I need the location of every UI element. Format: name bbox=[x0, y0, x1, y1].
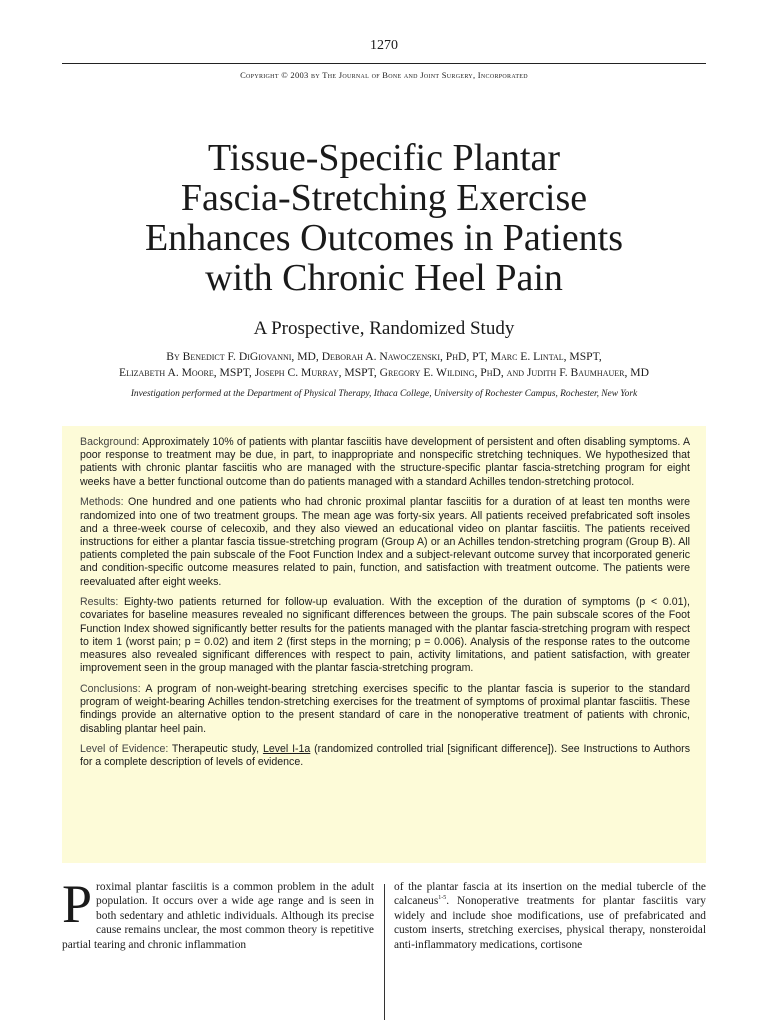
article-subtitle: A Prospective, Randomized Study bbox=[253, 318, 515, 339]
abstract-background bbox=[80, 436, 690, 489]
body-paragraph: roximal plantar fasciitis is a common problem in the adult population. It occurs over a wide age range and is seen in both sedentary and athletic individuals. Although its precise cause remains unclear, the most common theory is repetitive partial tearing and chronic inflammation bbox=[62, 881, 374, 951]
page-number: 1270 bbox=[370, 38, 398, 53]
body-paragraph: of the plantar fascia at its insertion on the medial tubercle of the calcaneus bbox=[394, 881, 706, 908]
header-rule bbox=[62, 63, 706, 64]
citation-superscript: 1-5 bbox=[438, 895, 447, 902]
section-label: Background: bbox=[80, 436, 140, 448]
copyright-line: Copyright © 2003 by The Journal of Bone and Joint Surgery, Incorporated bbox=[240, 70, 528, 80]
section-text: (randomized controlled trial [significant difference]). See Instructions to Authors for a complete description of levels of evidence. bbox=[80, 743, 690, 769]
body-paragraph: . Nonoperative treatments for plantar fasciitis vary widely and include shoe modifications, use of prefabricated and custom inserts, stretching exercises, physical therapy, nonsteroidal anti-inflammatory medications, cortisone bbox=[394, 895, 706, 951]
section-text: A program of non-weight-bearing stretching exercises specific to the plantar fascia is superior to the standard program of weight-bearing Achilles tendon-stretching exercises for the treatment of symptoms of proximal plantar fasciitis. These findings provide an alternative option to the present standard of care in the nonoperative treatment of patients with chronic, disabling plantar heel pain. bbox=[80, 682, 691, 735]
article-title bbox=[60, 138, 708, 298]
body-column-left bbox=[62, 874, 374, 952]
drop-cap: P bbox=[62, 874, 93, 934]
body-column-right bbox=[394, 880, 706, 952]
abstract-conclusions bbox=[80, 683, 690, 736]
title-line: Enhances Outcomes in Patients bbox=[144, 217, 624, 259]
section-label: Methods: bbox=[80, 496, 124, 509]
abstract-methods bbox=[80, 496, 690, 588]
section-text: One hundred and one patients who had chronic proximal plantar fasciitis for a duration of at least ten months were randomized into one of two treatment groups. The mean age was forty-six years. All patients received prefabricated soft insoles and a three-week course of celecoxib, and they also viewed an educational video on plantar fasciitis. The patients received instructions for either a plantar fascia tissue-stretching program (Group A) or an Achilles tendon-stretching program (Group B). All patients completed the pain subscale of the Foot Function Index and a subject-relevant outcome survey that incorporated generic and condition-specific outcome measures related to pain, function, and satisfaction with treatment outcome. The patients were reevaluated after eight weeks. bbox=[80, 496, 690, 588]
title-line: Fascia-Stretching Exercise bbox=[180, 177, 588, 219]
affiliation: Investigation performed at the Department of Physical Therapy, Ithaca College, University of Rochester Campus, Rochester, New York bbox=[130, 389, 638, 399]
authors-line: Elizabeth A. Moore, MSPT, Joseph C. Murray, MSPT, Gregory E. Wilding, PhD, and Judith F. Baumhauer, MD bbox=[119, 366, 649, 379]
section-text: Therapeutic study, bbox=[171, 743, 263, 756]
title-line: Tissue-Specific Plantar bbox=[207, 137, 561, 179]
abstract-box bbox=[62, 426, 706, 863]
authors-line: By Benedict F. DiGiovanni, MD, Deborah A. Nawoczenski, PhD, PT, Marc E. Lintal, MSPT, bbox=[166, 350, 602, 363]
section-label: Results: bbox=[80, 596, 119, 609]
author-list bbox=[60, 349, 708, 381]
title-line: with Chronic Heel Pain bbox=[205, 257, 563, 299]
level-of-evidence-link[interactable]: Level I-1a bbox=[262, 743, 311, 756]
abstract-level-of-evidence bbox=[80, 743, 690, 769]
section-label: Level of Evidence: bbox=[80, 743, 169, 756]
section-text: Eighty-two patients returned for follow-up evaluation. With the exception of the duration of symptoms (p < 0.01), covariates for baseline measures revealed no significant differences between the groups. The pain subscale scores of the Foot Function Index showed significantly better results for the patients managed with the plantar fascia-stretching program with respect to item 1 (worst pain; p = 0.02) and item 2 (first steps in the morning; p = 0.006). Analysis of the response rates to the outcome measures also revealed significant differences with respect to pain, activity limitations, and patient satisfaction, with greater improvement seen in the group managed with the plantar fascia-stretching program. bbox=[80, 596, 690, 675]
body-text bbox=[62, 874, 706, 1020]
abstract-results bbox=[80, 596, 690, 675]
section-label: Conclusions: bbox=[80, 682, 141, 695]
section-text: Approximately 10% of patients with plantar fasciitis have development of persistent and often disabling symptoms. A poor response to treatment may be due, in part, to inappropriate and nonspecific stretching techniques. We hypothesized that patients with chronic plantar fasciitis who are managed with the structure-specific plantar fascia-stretching program for eight weeks have a better functional outcome than do patients managed with a standard Achilles tendon-stretching protocol. bbox=[80, 436, 691, 488]
